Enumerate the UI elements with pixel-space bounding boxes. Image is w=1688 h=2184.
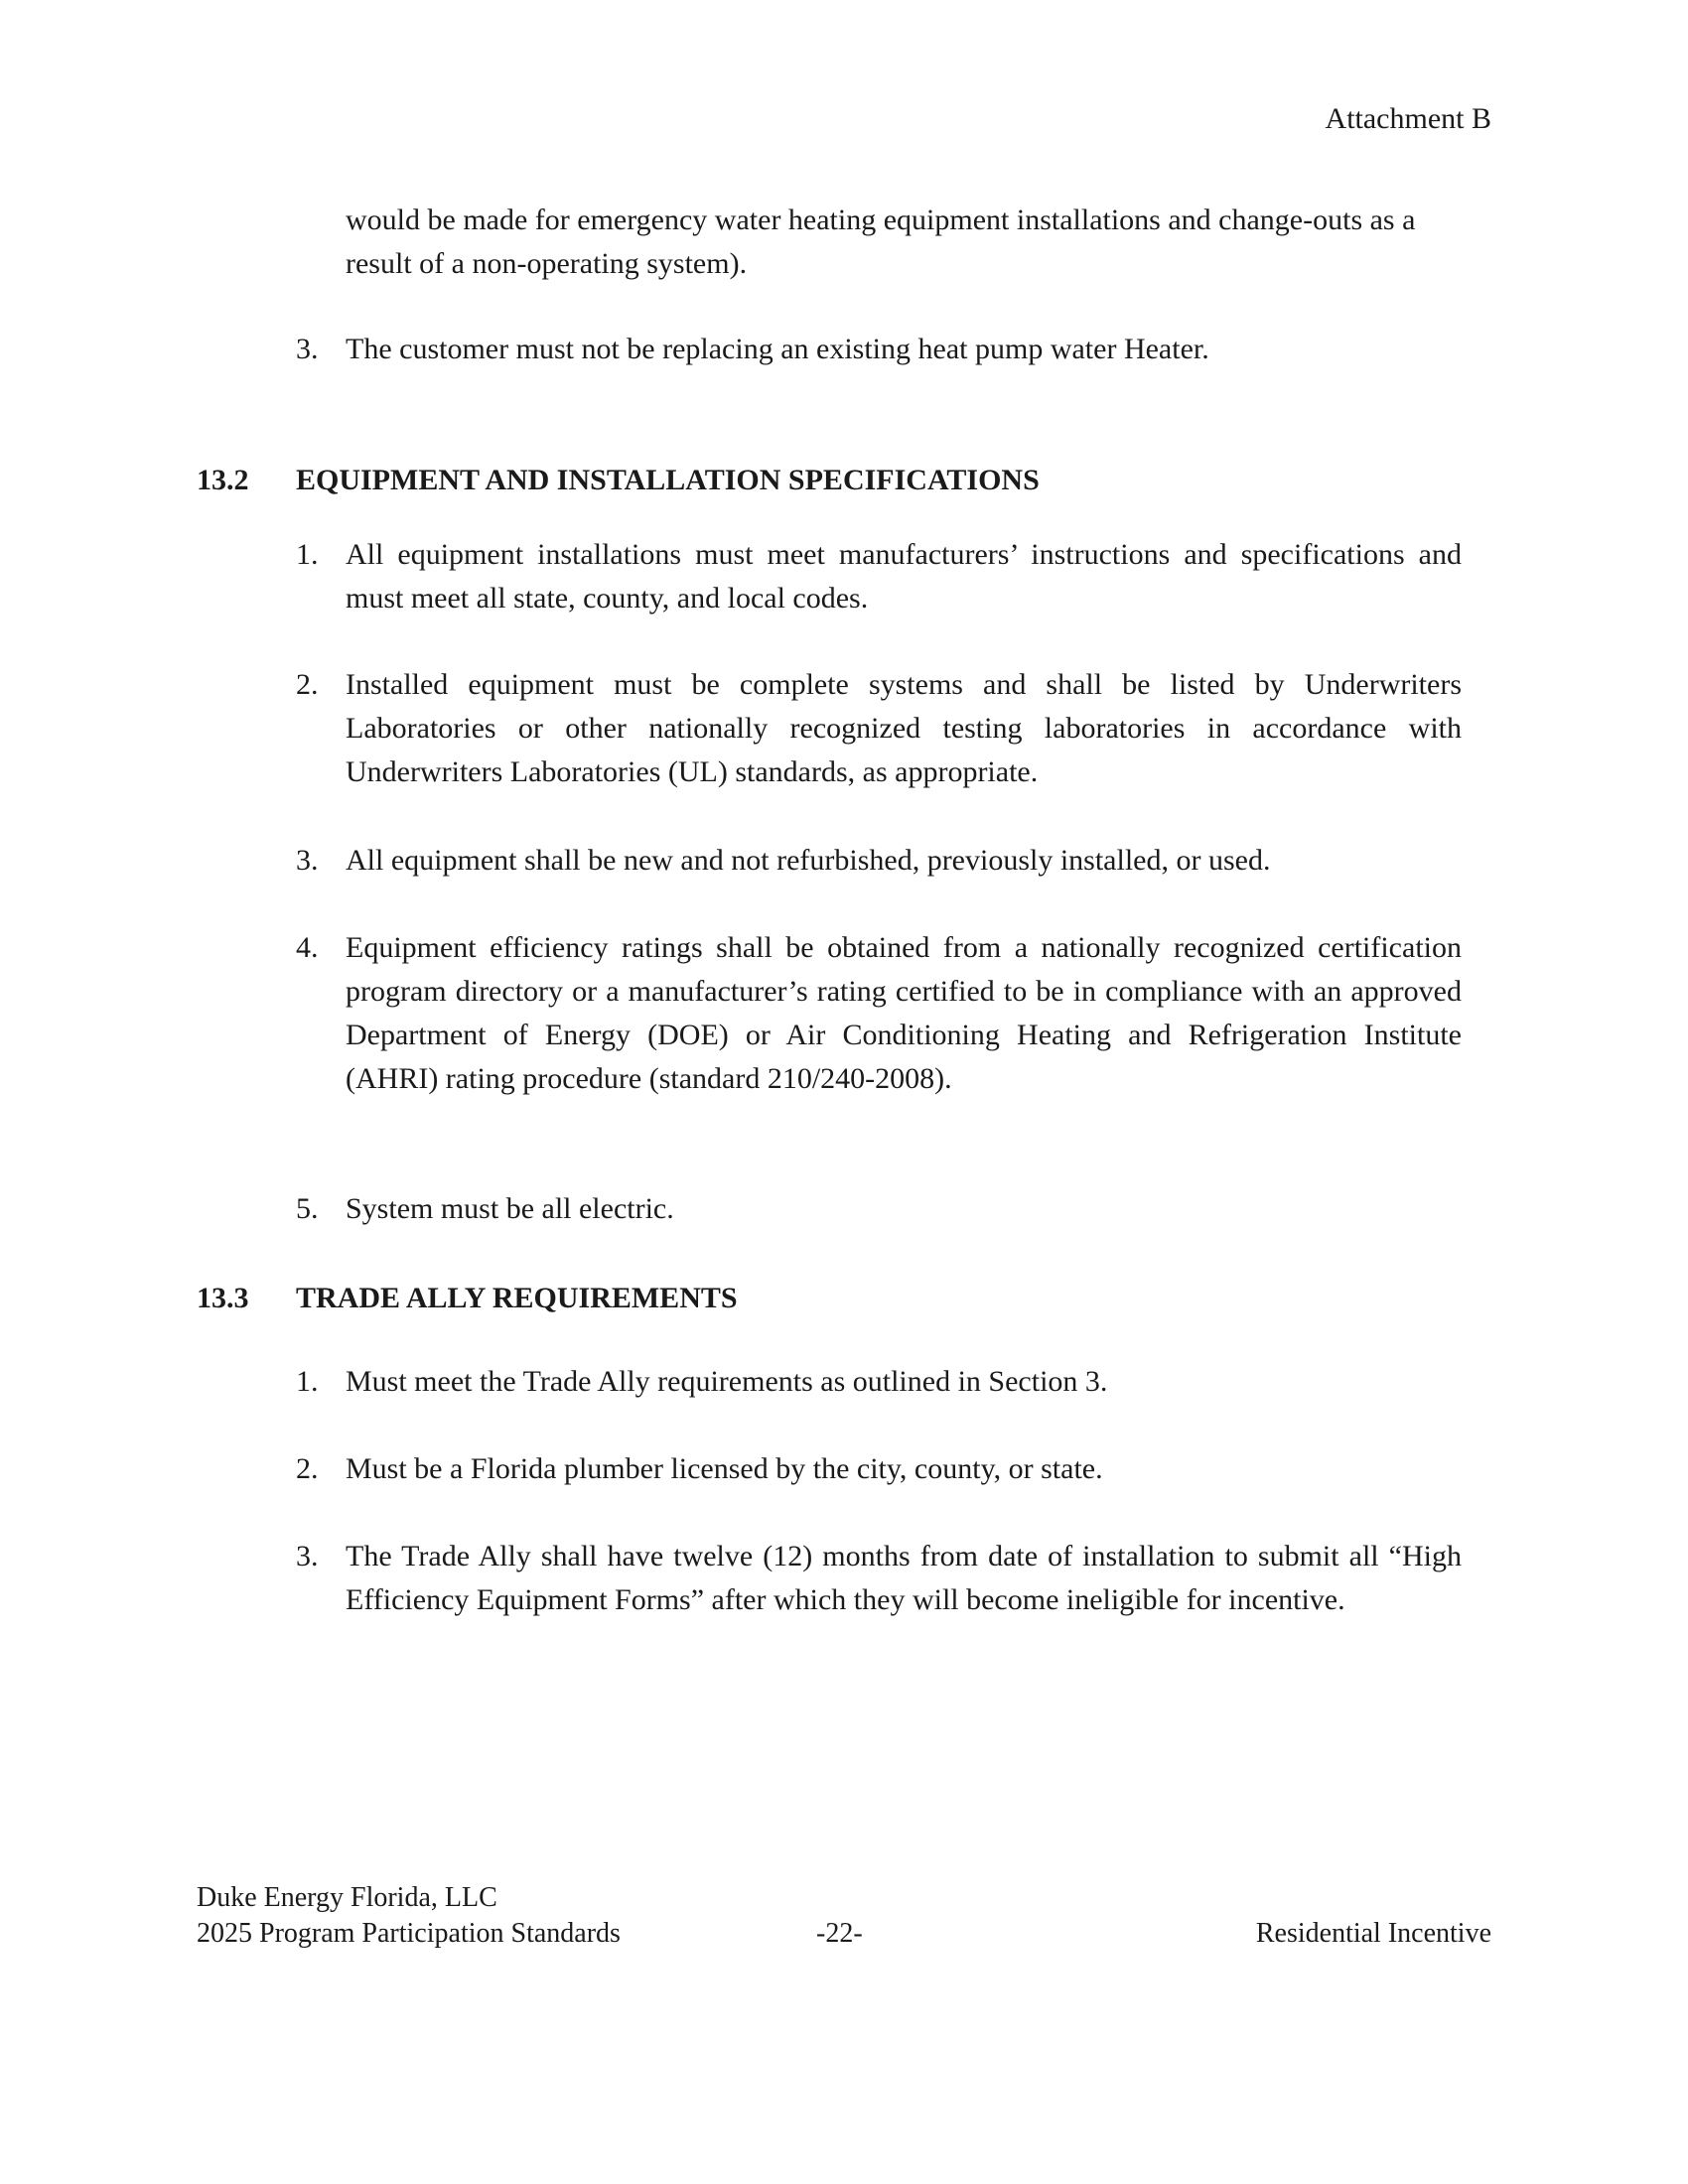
list-item <box>296 926 1462 1101</box>
section-number: 13.3 <box>197 1282 249 1314</box>
continuation-paragraph <box>296 199 1462 286</box>
list-item-text: Must meet the Trade Ally requirements as outlined in Section 3. <box>346 1365 1108 1398</box>
list-item <box>296 1187 1462 1231</box>
page-number: -22- <box>816 1918 863 1949</box>
list-item-number: 1. <box>296 1365 319 1398</box>
list-item-number: 3. <box>296 844 319 877</box>
list-item-number: 3. <box>296 1540 319 1572</box>
list-item-number: 2. <box>296 668 319 701</box>
list-item <box>296 1447 1462 1491</box>
list-item <box>296 839 1462 883</box>
list-item-number: 3. <box>296 333 319 365</box>
list-item-text: The Trade Ally shall have twelve (12) months from date of installation to submit all “High Efficiency Equipment Forms” after which they will become ineligible for incentive. <box>346 1540 1462 1616</box>
list-item <box>296 1535 1462 1622</box>
footer-document: 2025 Program Participation Standards <box>197 1918 621 1949</box>
attachment-label: Attachment B <box>1325 102 1491 135</box>
list-item-text: All equipment installations must meet manufacturers’ instructions and specifications and must meet all state, county, and local codes. <box>346 538 1462 614</box>
footer-program: Residential Incentive <box>1255 1918 1491 1949</box>
list-item-text: Installed equipment must be complete systems and shall be listed by Underwriters Laboratories or other nationally recognized testing laboratories in accordance with Underwriters Laboratories (UL) standards, as appropriate. <box>346 668 1462 788</box>
list-item-text: System must be all electric. <box>346 1192 674 1225</box>
section-number: 13.2 <box>197 464 249 496</box>
list-item <box>296 1360 1462 1404</box>
list-item-text: Must be a Florida plumber licensed by the city, county, or state. <box>346 1452 1103 1485</box>
list-item-number: 2. <box>296 1452 319 1485</box>
list-item-text: The customer must not be replacing an existing heat pump water Heater. <box>346 333 1209 365</box>
list-item-number: 1. <box>296 538 319 571</box>
section-title: TRADE ALLY REQUIREMENTS <box>296 1282 738 1314</box>
list-item-text: Equipment efficiency ratings shall be obtained from a nationally recognized certification program directory or a manufacturer’s rating certified to be in compliance with an approved Department of Energy (DOE) or Air Conditioning Heating and Refrigeration Institute (AHRI) rating procedure (standard 210/240-2008). <box>346 931 1462 1095</box>
list-item <box>296 533 1462 620</box>
list-item <box>296 328 1462 371</box>
list-item-number: 4. <box>296 931 319 964</box>
section-title: EQUIPMENT AND INSTALLATION SPECIFICATIONS <box>296 464 1040 496</box>
list-item-number: 5. <box>296 1192 319 1225</box>
footer-company: Duke Energy Florida, LLC <box>197 1882 497 1913</box>
list-item <box>296 663 1462 794</box>
list-item-text: All equipment shall be new and not refurbished, previously installed, or used. <box>346 844 1271 877</box>
continuation-text: would be made for emergency water heating equipment installations and change-outs as a result of a non-operating system). <box>346 204 1416 280</box>
